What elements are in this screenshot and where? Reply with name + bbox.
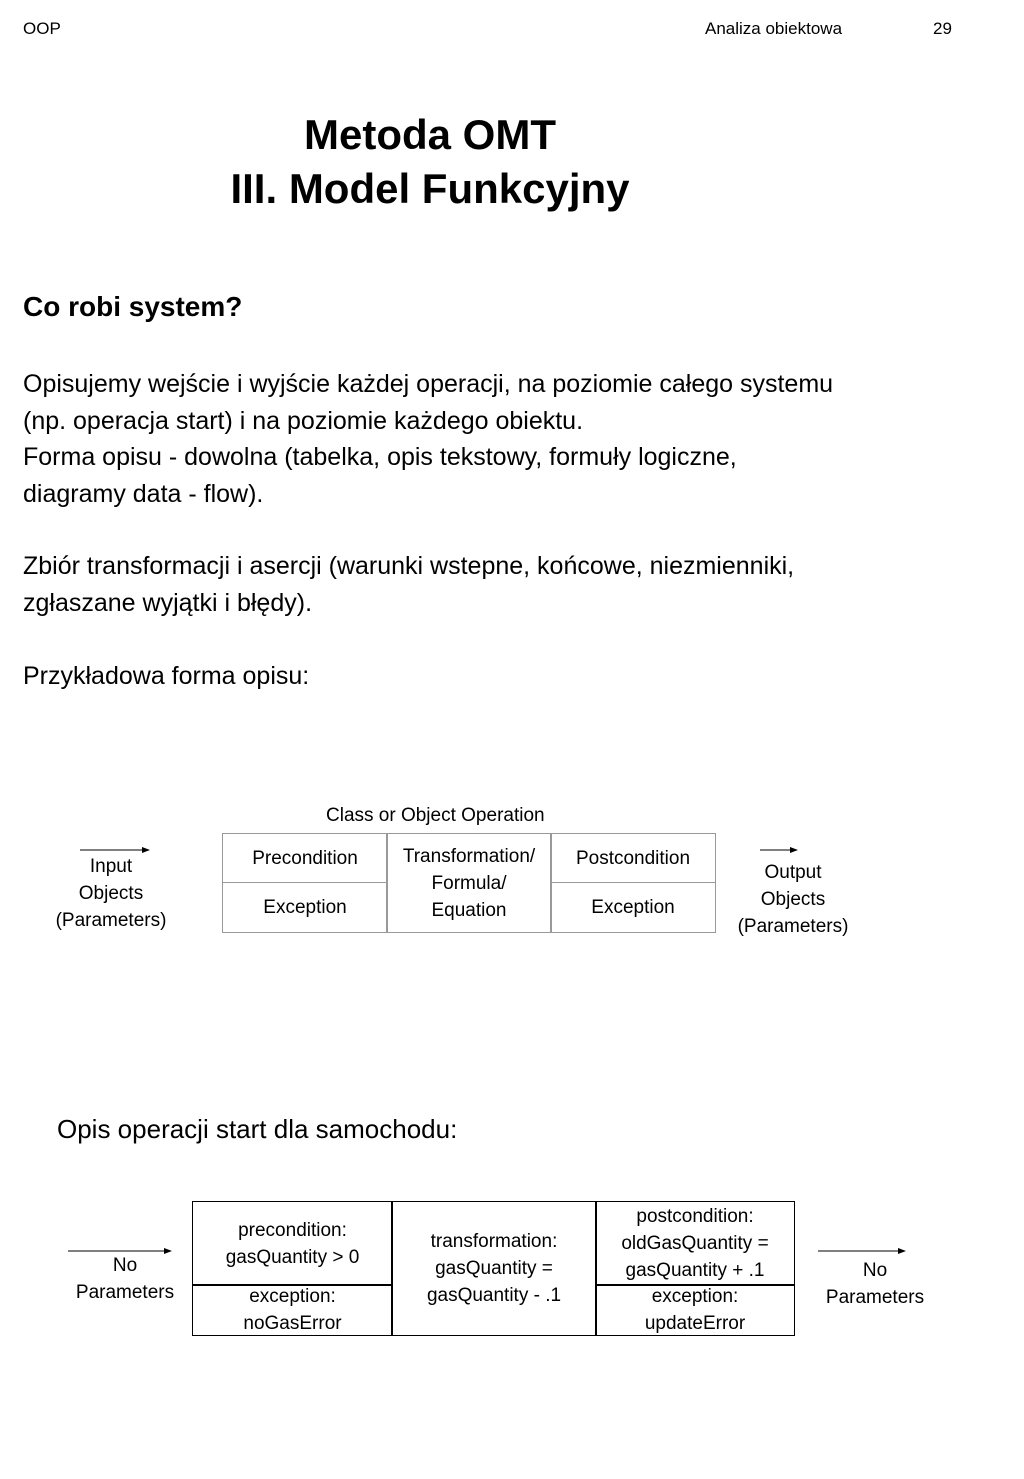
precondition-line: gasQuantity > 0 bbox=[225, 1246, 360, 1268]
transformation-line: Transformation/ bbox=[402, 845, 536, 867]
exception-label: Exception bbox=[591, 897, 675, 918]
diagram1-precondition bbox=[222, 833, 388, 883]
paragraph-line: zgłaszane wyjątki i błędy). bbox=[23, 588, 313, 617]
exception-line: exception: bbox=[249, 1286, 336, 1307]
page-title bbox=[0, 108, 860, 216]
output-label-line: No bbox=[862, 1260, 888, 1281]
postcondition-line: oldGasQuantity = bbox=[621, 1233, 769, 1254]
exception-label: Exception bbox=[263, 897, 347, 918]
input-label-line: Objects bbox=[78, 883, 144, 904]
title-line-1: Metoda OMT bbox=[304, 111, 556, 158]
transformation-line: gasQuantity - .1 bbox=[426, 1285, 562, 1306]
postcondition-line: postcondition: bbox=[636, 1206, 754, 1227]
paragraph-line: Opisujemy wejście i wyjście każdej operacji, na poziomie całego systemu bbox=[23, 370, 834, 398]
diagram2-transformation bbox=[391, 1201, 597, 1336]
diagram2-input bbox=[60, 1252, 190, 1306]
output-label-line: (Parameters) bbox=[737, 916, 849, 937]
paragraph-3 bbox=[23, 658, 309, 695]
paragraph-line: Forma opisu - dowolna (tabelka, opis tekstowy, formuły logiczne, bbox=[23, 443, 737, 471]
diagram1-exception-right bbox=[550, 882, 716, 933]
diagram2-output bbox=[810, 1257, 940, 1311]
header-center: Analiza obiektowa bbox=[705, 19, 843, 38]
paragraph-2 bbox=[23, 548, 794, 621]
transformation-line: Equation bbox=[431, 899, 507, 921]
example-heading: Opis operacji start dla samochodu: bbox=[57, 1114, 458, 1144]
transformation-line: Formula/ bbox=[431, 872, 507, 894]
paragraph-line: Przykładowa forma opisu: bbox=[23, 662, 310, 690]
diagram2-exception-right bbox=[595, 1284, 795, 1336]
output-label-line: Parameters bbox=[825, 1287, 925, 1308]
transformation-line: gasQuantity = bbox=[435, 1258, 553, 1279]
postcondition-line: gasQuantity + .1 bbox=[625, 1260, 765, 1281]
page-number: 29 bbox=[933, 19, 952, 38]
exception-line: updateError bbox=[644, 1313, 746, 1334]
paragraph-line: Zbiór transformacji i asercji (warunki wstepne, końcowe, niezmienniki, bbox=[23, 552, 795, 580]
output-arrow-icon bbox=[760, 845, 800, 855]
diagram2-exception-left bbox=[192, 1284, 393, 1336]
transformation-line: transformation: bbox=[430, 1231, 558, 1252]
diagram2-postcondition bbox=[595, 1201, 795, 1286]
diagram1-caption: Class or Object Operation bbox=[326, 805, 545, 826]
diagram1-input bbox=[40, 853, 182, 934]
input-label-line: No bbox=[112, 1255, 138, 1276]
input-label-line: (Parameters) bbox=[55, 910, 167, 931]
diagram1-postcondition bbox=[550, 833, 716, 883]
input-label-line: Input bbox=[89, 856, 133, 877]
paragraph-line: diagramy data - flow). bbox=[23, 479, 264, 508]
precondition-label: Precondition bbox=[252, 847, 358, 869]
header-left: OOP bbox=[23, 19, 61, 38]
diagram1-exception-left bbox=[222, 882, 388, 933]
paragraph-1 bbox=[23, 366, 833, 512]
output-label-line: Objects bbox=[760, 889, 826, 910]
diagram1-transformation bbox=[386, 833, 552, 933]
postcondition-label: Postcondition bbox=[575, 847, 691, 869]
precondition-line: precondition: bbox=[238, 1219, 347, 1241]
title-line-2: III. Model Funkcyjny bbox=[230, 165, 630, 212]
paragraph-line: (np. operacja start) i na poziomie każdego obiektu. bbox=[23, 406, 584, 435]
section-heading: Co robi system? bbox=[23, 291, 243, 322]
exception-line: exception: bbox=[651, 1286, 739, 1307]
diagram1-output bbox=[722, 859, 864, 940]
input-label-line: Parameters bbox=[75, 1282, 175, 1303]
diagram2-precondition bbox=[192, 1201, 393, 1286]
output-arrow-icon bbox=[818, 1246, 908, 1256]
output-label-line: Output bbox=[764, 862, 822, 883]
exception-line: noGasError bbox=[243, 1313, 342, 1334]
